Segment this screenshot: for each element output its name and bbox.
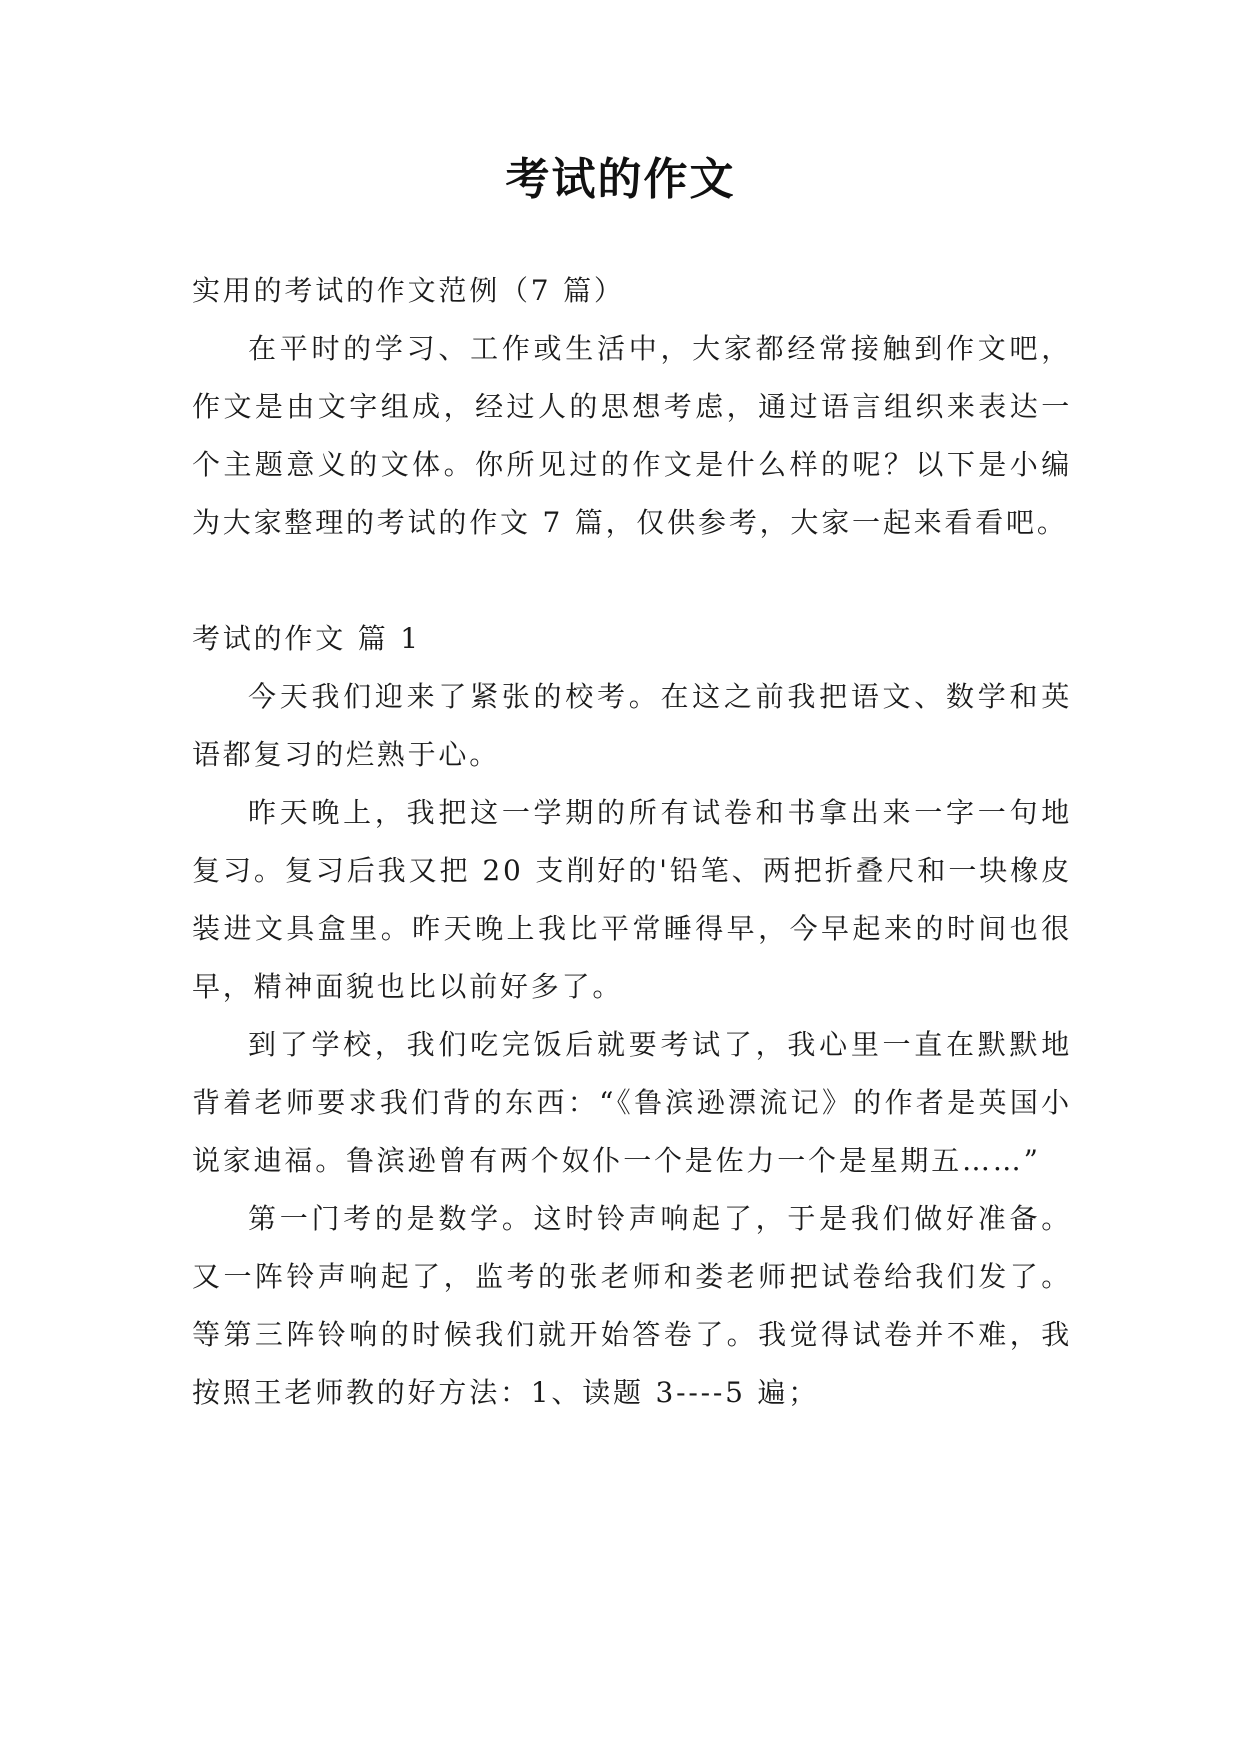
document-subtitle: 实用的考试的作文范例（7 篇） — [192, 274, 625, 307]
body-paragraph: 昨天晚上，我把这一学期的所有试卷和书拿出来一字一句地复习。复习后我又把 20 支削好的'铅笔、两把折叠尺和一块橡皮装进文具盒里。昨天晚上我比平常睡得早，今早起来的时间也很早，精神面貌也比以前好多了。 — [192, 796, 1072, 1003]
body-paragraph: 今天我们迎来了紧张的校考。在这之前我把语文、数学和英语都复习的烂熟于心。 — [192, 680, 1072, 771]
body-paragraph: 到了学校，我们吃完饭后就要考试了，我心里一直在默默地背着老师要求我们背的东西：“《鲁滨逊漂流记》的作者是英国小说家迪福。鲁滨逊曾有两个奴仆一个是佐力一个是星期五……” — [192, 1028, 1072, 1177]
section-spacer — [192, 552, 1072, 610]
section-heading: 考试的作文 篇 1 — [192, 622, 421, 655]
body-paragraph: 第一门考的是数学。这时铃声响起了，于是我们做好准备。又一阵铃声响起了，监考的张老师和娄老师把试卷给我们发了。等第三阵铃响的时候我们就开始答卷了。我觉得试卷并不难，我按照王老师教的好方法：1、读题 3----5 遍； — [192, 1202, 1072, 1409]
intro-paragraph: 在平时的学习、工作或生活中，大家都经常接触到作文吧，作文是由文字组成，经过人的思想考虑，通过语言组织来表达一个主题意义的文体。你所见过的作文是什么样的呢？以下是小编为大家整理的考试的作文 7 篇，仅供参考，大家一起来看看吧。 — [192, 332, 1072, 539]
document-title: 考试的作文 — [505, 154, 736, 205]
document-body — [192, 262, 1072, 1422]
